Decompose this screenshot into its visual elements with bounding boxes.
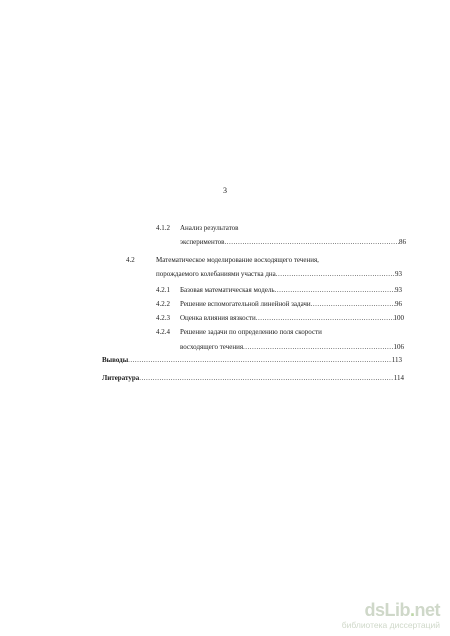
toc-entry-page: 86 <box>399 238 406 246</box>
toc-entry-number: 4.1.2 <box>156 224 170 232</box>
toc-entry-leader <box>102 374 404 383</box>
watermark-subtitle: библиотека диссертаций <box>341 620 440 630</box>
toc-entry-page: 114 <box>393 374 404 382</box>
toc-entry-leader <box>180 286 402 295</box>
dot-leader <box>225 238 400 247</box>
toc-entry-number: 4.2.2 <box>156 300 170 308</box>
toc-entry-leader <box>180 343 404 352</box>
logo-main-text: dsLib <box>364 600 410 620</box>
toc-entry-title: Математическое моделирование восходящего течения, <box>156 256 319 264</box>
dot-leader <box>139 374 394 383</box>
toc-entry-number: 4.2.1 <box>156 286 170 294</box>
toc-entry-leader <box>180 300 402 309</box>
dot-leader <box>276 270 395 279</box>
toc-entry-leader <box>180 238 406 247</box>
toc-entry-number: 4.2.4 <box>156 328 170 336</box>
toc-entry-title: Решение задачи по определению поля скорости <box>180 328 322 336</box>
toc-entry-title: Базовая математическая модель <box>180 286 275 294</box>
toc-entry-title: Литература <box>102 374 140 382</box>
toc-entry-page: 113 <box>391 356 402 364</box>
toc-entry-leader <box>180 314 404 323</box>
toc-entry-page: 93 <box>395 270 402 278</box>
page-number: 3 <box>223 186 227 195</box>
toc-entry-number: 4.2.3 <box>156 314 170 322</box>
toc-entry-leader <box>156 270 402 279</box>
toc-entry-title: Выводы <box>102 356 129 364</box>
dot-leader <box>275 286 395 295</box>
dslib-logo <box>364 600 440 621</box>
toc-entry-page: 100 <box>393 314 404 322</box>
toc-entry-title: Оценка влияния вязкости <box>180 314 256 322</box>
toc-entry-leader <box>102 356 402 365</box>
toc-entry-page: 96 <box>395 300 402 308</box>
logo-dot: . <box>409 600 415 620</box>
dslib-watermark <box>336 600 440 630</box>
toc-entry-continuation: восходящего течения <box>180 343 244 351</box>
dot-leader <box>256 314 394 323</box>
toc-entry-title: Анализ результатов <box>180 224 239 232</box>
toc-entry-title: Решение вспомогательной линейной задачи <box>180 300 311 308</box>
dot-leader <box>128 356 392 365</box>
logo-tld-text: net <box>414 600 440 620</box>
toc-entry-page: 93 <box>395 286 402 294</box>
dot-leader <box>311 300 395 309</box>
toc-entry-page: 106 <box>393 343 404 351</box>
toc-entry-continuation: экспериментов <box>180 238 225 246</box>
toc-entry-continuation: порождаемого колебаниями участка дна <box>156 270 276 278</box>
toc-entry-number: 4.2 <box>126 256 135 264</box>
dot-leader <box>243 343 393 352</box>
